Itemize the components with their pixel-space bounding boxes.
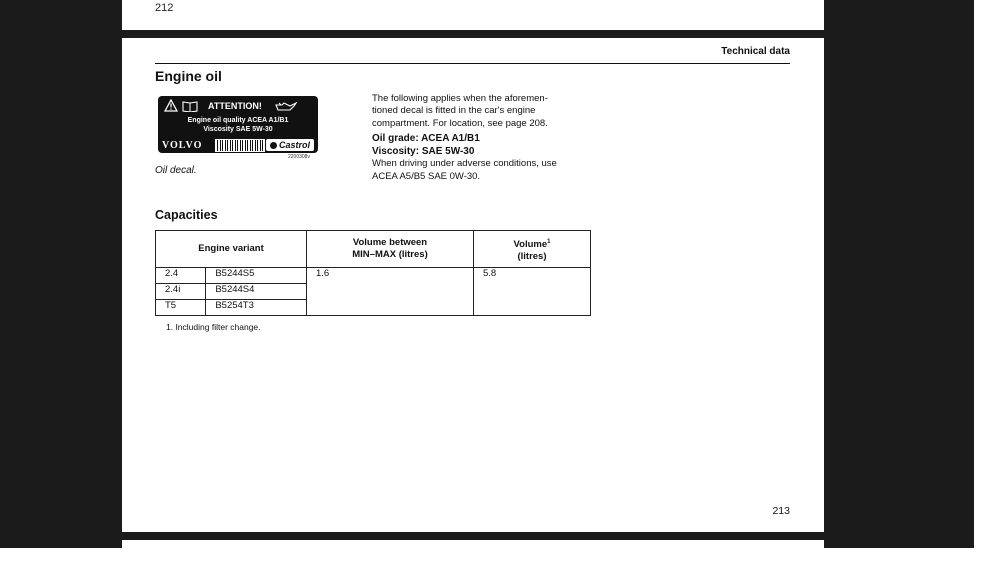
- table-row: [156, 268, 591, 284]
- description-line: compartment. For location, see page 208.: [372, 117, 548, 129]
- table-header-row: [156, 231, 591, 268]
- header-volume: [474, 231, 591, 268]
- oil-can-icon: [274, 100, 298, 112]
- decal-code: 2200308v: [288, 154, 310, 160]
- previous-page-number: 212: [155, 2, 174, 14]
- warning-triangle-icon: [164, 99, 178, 112]
- engine-oil-heading: Engine oil: [155, 68, 222, 84]
- capacities-heading: Capacities: [155, 208, 218, 222]
- oil-decal-image: [158, 96, 318, 153]
- decal-viscosity-line: Viscosity SAE 5W-30: [203, 126, 273, 133]
- decal-quality-line: Engine oil quality ACEA A1/B1: [187, 117, 289, 124]
- castrol-logo-icon: [270, 142, 277, 149]
- cell-variant: 2.4i: [156, 284, 206, 300]
- cell-engine-code: B5254T3: [206, 300, 307, 316]
- cell-engine-code: B5244S5: [206, 268, 307, 284]
- page-number: 213: [772, 505, 790, 517]
- header-volume-between-line2: MIN–MAX (litres): [352, 249, 428, 260]
- cell-volume: 5.8: [474, 268, 591, 316]
- cell-variant: T5: [156, 300, 206, 316]
- header-volume-between: [307, 231, 474, 268]
- volvo-logo: VOLVO: [162, 140, 203, 151]
- capacities-table: [155, 230, 591, 316]
- decal-caption: Oil decal.: [155, 165, 197, 176]
- engine-oil-description: [372, 93, 582, 183]
- castrol-logo: [266, 139, 314, 151]
- adverse-line: ACEA A5/B5 SAE 0W-30.: [372, 170, 481, 182]
- cell-variant: 2.4: [156, 268, 206, 284]
- decal-attention-text: ATTENTION!: [208, 100, 262, 111]
- description-line: tioned decal is fitted in the car's engine: [372, 105, 536, 117]
- header-volume-line1: [474, 236, 590, 251]
- next-page: [122, 540, 824, 548]
- header-volume-text: Volume: [513, 238, 548, 250]
- decal-quality-text: [158, 116, 318, 134]
- previous-page: [122, 0, 824, 30]
- table-footnote: 1. Including filter change.: [166, 322, 261, 332]
- decal-top-row: [164, 99, 298, 112]
- header-volume-line2: (litres): [517, 250, 547, 262]
- header-engine-variant: Engine variant: [156, 231, 307, 268]
- document-page: [122, 38, 824, 532]
- description-line: The following applies when the aforemen-: [372, 93, 548, 104]
- footnote-marker: 1: [547, 238, 551, 245]
- header-rule: [155, 63, 790, 64]
- cell-min-max-volume: 1.6: [307, 268, 474, 316]
- cell-engine-code: B5244S4: [206, 284, 307, 300]
- book-icon: [182, 100, 198, 112]
- barcode-image: [215, 139, 265, 152]
- oil-grade: Oil grade: ACEA A1/B1: [372, 132, 480, 144]
- adverse-line: When driving under adverse conditions, use: [372, 158, 557, 170]
- viscosity: Viscosity: SAE 5W-30: [372, 146, 475, 158]
- section-header: Technical data: [721, 46, 790, 57]
- header-volume-between-line1: Volume between: [352, 237, 428, 248]
- castrol-text: Castrol: [278, 140, 310, 150]
